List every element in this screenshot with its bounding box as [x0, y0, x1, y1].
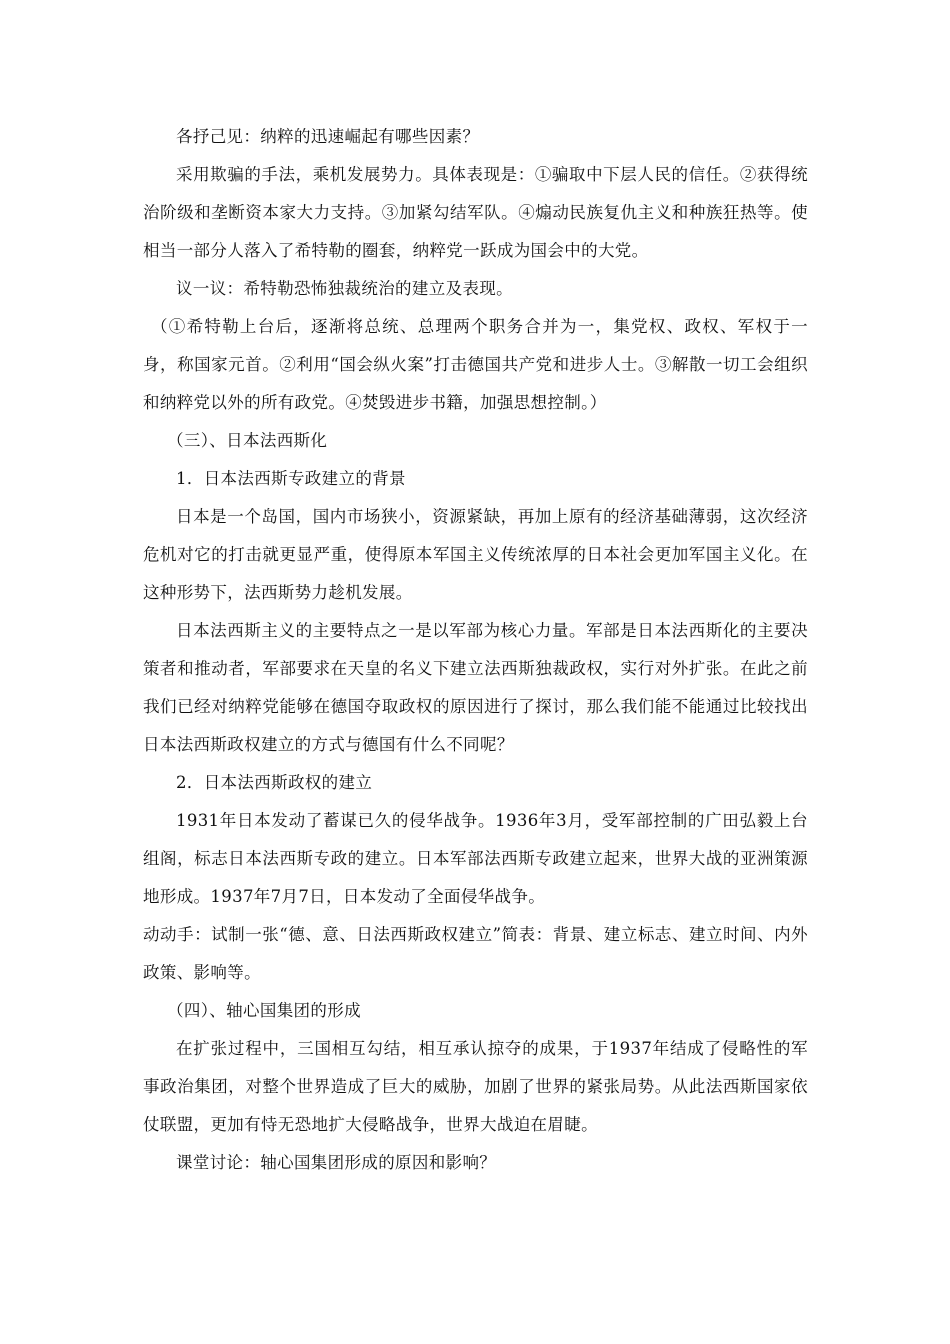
paragraph-debate-prompt: 议一议：希特勒恐怖独裁统治的建立及表现。	[176, 279, 513, 298]
paragraph-class-discussion: 课堂讨论：轴心国集团形成的原因和影响？	[176, 1153, 497, 1172]
section-heading-japan-fascism: （三）、日本法西斯化	[167, 431, 328, 450]
paragraph-nazi-rise-answer: 采用欺骗的手法，乘机发展势力。具体表现是：①骗取中下层人民的信任。②获得统治阶级和垄断资本家大力支持。③加紧勾结军队。④煽动民族复仇主义和种族狂热等。使相当一部分人落入了希特勒的圈套，纳粹党一跃成为国会中的大党。	[143, 165, 808, 260]
section-heading-axis-formation: （四）、轴心国集团的形成	[167, 1001, 361, 1020]
paragraph-japan-establishment: 1931年日本发动了蓄谋已久的侵华战争。1936年3月，受军部控制的广田弘毅上台组阁，标志日本法西斯专政的建立。日本军部法西斯专政建立起来，世界大战的亚洲策源地形成。1937年7月7日，日本发动了全面侵华战争。	[143, 811, 808, 906]
subheading-japan-establishment: 2．日本法西斯政权的建立	[176, 773, 373, 792]
document-body	[143, 118, 808, 1182]
paragraph-hands-on-activity: 动动手：试制一张“德、意、日法西斯政权建立”简表：背景、建立标志、建立时间、内外政策、影响等。	[143, 925, 808, 982]
subheading-japan-background: 1．日本法西斯专政建立的背景	[176, 469, 406, 488]
paragraph-military-core: 日本法西斯主义的主要特点之一是以军部为核心力量。军部是日本法西斯化的主要决策者和推动者，军部要求在天皇的名义下建立法西斯独裁政权，实行对外扩张。在此之前我们已经对纳粹党能够在德国夺取政权的原因进行了探讨，那么我们能不能通过比较找出日本法西斯政权建立的方式与德国有什么不同呢？	[143, 621, 808, 754]
paragraph-discussion-question: 各抒己见：纳粹的迅速崛起有哪些因素？	[176, 127, 480, 146]
paragraph-hitler-dictatorship: （①希特勒上台后，逐渐将总统、总理两个职务合并为一，集党权、政权、军权于一身，称国家元首。②利用“国会纵火案”打击德国共产党和进步人士。③解散一切工会组织和纳粹党以外的所有政党。④焚毁进步书籍，加强思想控制。）	[143, 317, 808, 412]
paragraph-japan-background: 日本是一个岛国，国内市场狭小，资源紧缺，再加上原有的经济基础薄弱，这次经济危机对它的打击就更显严重，使得原本军国主义传统浓厚的日本社会更加军国主义化。在这种形势下，法西斯势力趁机发展。	[143, 507, 808, 602]
paragraph-axis-formation: 在扩张过程中，三国相互勾结，相互承认掠夺的成果，于1937年结成了侵略性的军事政治集团，对整个世界造成了巨大的威胁，加剧了世界的紧张局势。从此法西斯国家依仗联盟，更加有恃无恐地扩大侵略战争，世界大战迫在眉睫。	[143, 1039, 808, 1134]
